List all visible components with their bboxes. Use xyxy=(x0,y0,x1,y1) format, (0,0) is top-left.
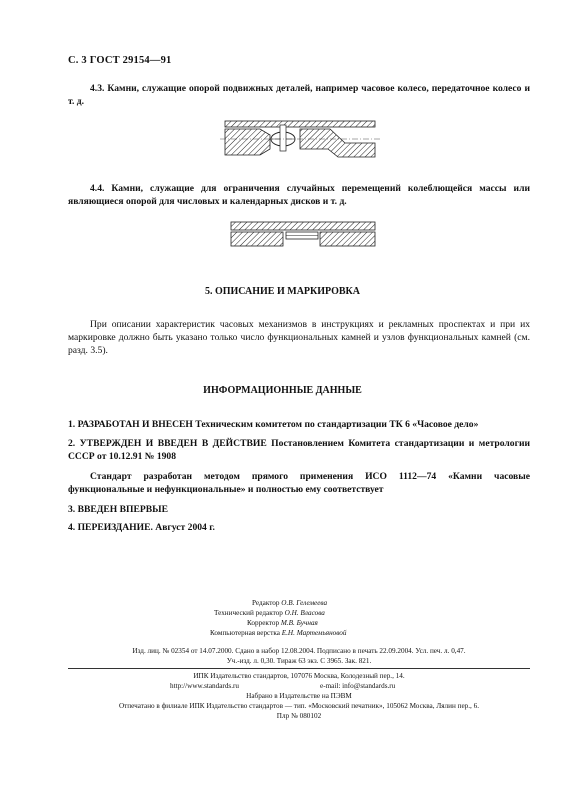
layout-role: Компьютерная верстка xyxy=(210,629,280,637)
publisher-line-1: ИПК Издательство стандартов, 107076 Москва, Колодезный пер., 14. xyxy=(193,672,405,680)
publisher-url: http://www.standards.ru xyxy=(170,682,240,690)
info-item-2 xyxy=(68,437,530,463)
section-5-title: 5. ОПИСАНИЕ И МАРКИРОВКА xyxy=(204,286,361,297)
publisher-line-4: Отпечатано в филиале ИПК Издательство стандартов — тип. «Московский печатник», 105062 Москва, Лялин пер., 6. xyxy=(118,702,480,710)
editors-block xyxy=(200,598,460,638)
layout-line xyxy=(200,628,460,638)
corrector-role: Корректор xyxy=(247,619,280,627)
license-line-1: Изд. лиц. № 02354 от 14.07.2000. Сдано в набор 12.08.2004. Подписано в печать 22.09.2004. Усл. печ. л. 0,47. xyxy=(132,647,466,655)
publisher-line-2 xyxy=(170,681,470,691)
info-item-1 xyxy=(68,418,530,431)
editor-role: Редактор xyxy=(252,599,280,607)
corrector-name: М.В. Бучная xyxy=(280,619,318,627)
info-item-4-label: 4. ПЕРЕИЗДАНИЕ. xyxy=(68,522,153,533)
item-4-3-text: Камни, служащие опорой подвижных деталей, например часовое колесо, передаточное колесо и т. д. xyxy=(68,83,530,107)
item-4-3 xyxy=(68,82,530,108)
publisher-email: e-mail: info@standards.ru xyxy=(320,682,396,690)
license-line-2: Уч.-изд. л. 0,30. Тираж 63 экз. С 3965. Зак. 821. xyxy=(226,657,372,665)
info-note: Стандарт разработан методом прямого применения ИСО 1112—74 «Камни часовые функциональные и нефункциональные» и полностью ему соответствует xyxy=(68,471,530,495)
info-item-2-label: 2. УТВЕРЖДЕН И ВВЕДЕН В ДЕЙСТВИЕ xyxy=(68,438,267,449)
corrector-line xyxy=(200,618,460,628)
tech-editor-name: О.Н. Власова xyxy=(284,609,325,617)
info-item-3: 3. ВВЕДЕН ВПЕРВЫЕ xyxy=(68,504,168,515)
info-title: ИНФОРМАЦИОННЫЕ ДАННЫЕ xyxy=(203,385,362,396)
imprint-divider xyxy=(68,668,530,669)
publisher-line-3: Набрано в Издательстве на ПЭВМ xyxy=(246,692,352,700)
tech-editor-role: Технический редактор xyxy=(214,609,283,617)
info-item-4-text: Август 2004 г. xyxy=(152,522,215,533)
publisher-line-5: Плр № 080102 xyxy=(276,712,322,720)
page-header: С. 3 ГОСТ 29154—91 xyxy=(68,55,172,66)
item-4-4-text: Камни, служащие для ограничения случайных перемещений колеблющейся массы или являющиеся опорой для числовых и календарных дисков и т. д. xyxy=(68,183,530,207)
layout-name: Е.Н. Мартемьяновой xyxy=(281,629,347,637)
info-item-1-label: 1. РАЗРАБОТАН И ВНЕСЕН xyxy=(68,419,193,430)
item-4-4-number: 4.4. xyxy=(90,183,105,194)
jewel-figure-bearing xyxy=(220,115,380,163)
info-item-1-text: Техническим комитетом по стандартизации ТК 6 «Часовое дело» xyxy=(192,419,479,430)
item-4-4 xyxy=(68,182,530,208)
info-item-4 xyxy=(68,521,530,534)
jewel-figure-stop xyxy=(228,218,378,250)
section-5-text: При описании характеристик часовых механизмов в инструкциях и рекламных проспектах и при их маркировке должно быть указано только число функциональных камней и узлов функциональных камней (см. разд. 3.5). xyxy=(68,319,530,356)
item-4-3-number: 4.3. xyxy=(90,83,105,94)
editor-line xyxy=(200,598,460,608)
tech-editor-line xyxy=(200,608,460,618)
editor-name: О.В. Гелемеева xyxy=(281,599,328,607)
info-item-2-text: Постановлением Комитета стандартизации и метрологии СССР от 10.12.91 № 1908 xyxy=(68,438,531,462)
